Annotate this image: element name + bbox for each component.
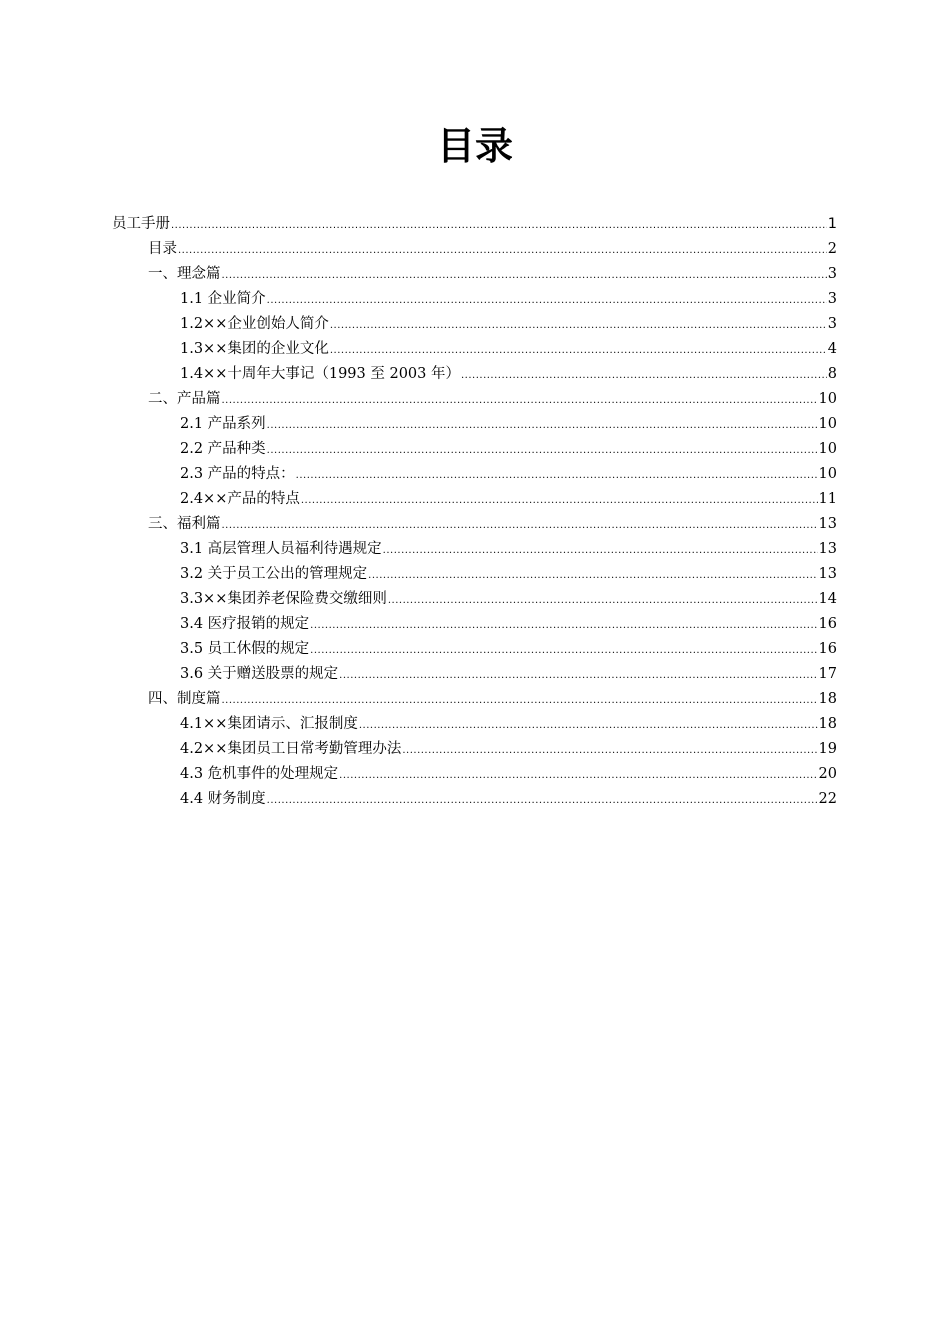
toc-entry[interactable] — [112, 637, 837, 662]
toc-entry[interactable] — [112, 712, 837, 737]
toc-dot-leader — [388, 588, 818, 613]
toc-entry[interactable] — [112, 487, 837, 512]
toc-entry-page-number: 10 — [818, 466, 837, 482]
toc-entry[interactable] — [112, 562, 837, 587]
toc-entry-label: 3.3××集团养老保险费交缴细则 — [180, 591, 387, 607]
toc-entry-page-number: 4 — [827, 341, 837, 357]
toc-entry[interactable] — [112, 212, 837, 237]
toc-entry-page-number: 3 — [827, 291, 837, 307]
toc-entry-label: 一、理念篇 — [148, 266, 221, 282]
toc-entry[interactable] — [112, 787, 837, 812]
toc-dot-leader — [368, 563, 817, 588]
toc-entry-page-number: 20 — [818, 766, 837, 782]
toc-dot-leader — [330, 313, 827, 338]
toc-entry[interactable] — [112, 462, 837, 487]
toc-dot-leader — [339, 663, 817, 688]
toc-dot-leader — [383, 538, 818, 563]
toc-entry-page-number: 3 — [827, 316, 837, 332]
toc-entry[interactable] — [112, 412, 837, 437]
toc-dot-leader — [461, 363, 827, 388]
toc-dot-leader — [310, 613, 817, 638]
toc-dot-leader — [402, 738, 817, 763]
toc-entry[interactable] — [112, 737, 837, 762]
toc-entry-label: 4.2××集团员工日常考勤管理办法 — [180, 741, 402, 757]
toc-dot-leader — [310, 638, 817, 663]
page-title: 目录 — [436, 124, 513, 168]
toc-entry-label: 2.1 产品系列 — [180, 416, 266, 432]
toc-entry[interactable] — [112, 537, 837, 562]
toc-entry-page-number: 10 — [818, 416, 837, 432]
toc-entry-page-number: 10 — [818, 441, 837, 457]
toc-dot-leader — [267, 788, 818, 813]
toc-entry-label: 4.3 危机事件的处理规定 — [180, 766, 339, 782]
toc-dot-leader — [222, 388, 818, 413]
toc-entry-label: 3.6 关于赠送股票的规定 — [180, 666, 339, 682]
toc-dot-leader — [171, 213, 827, 238]
toc-dot-leader — [296, 463, 818, 488]
toc-entry-page-number: 13 — [818, 516, 837, 532]
toc-entry[interactable] — [112, 312, 837, 337]
toc-entry[interactable] — [112, 337, 837, 362]
toc-entry-label: 4.4 财务制度 — [180, 791, 266, 807]
toc-entry[interactable] — [112, 287, 837, 312]
toc-entry-label: 2.3 产品的特点： — [180, 466, 295, 482]
toc-entry-label: 1.2××企业创始人简介 — [180, 316, 329, 332]
toc-entry-label: 三、福利篇 — [148, 516, 221, 532]
toc-entry[interactable] — [112, 262, 837, 287]
toc-dot-leader — [222, 263, 827, 288]
toc-entry[interactable] — [112, 512, 837, 537]
toc-dot-leader — [330, 338, 827, 363]
toc-entry-label: 1.3××集团的企业文化 — [180, 341, 329, 357]
toc-entry-label: 1.4××十周年大事记（1993 至 2003 年） — [180, 366, 460, 382]
toc-entry-page-number: 11 — [818, 491, 837, 507]
toc-entry[interactable] — [112, 387, 837, 412]
toc-entry[interactable] — [112, 362, 837, 387]
toc-entry-page-number: 18 — [818, 716, 837, 732]
toc-entry-page-number: 8 — [827, 366, 837, 382]
toc-entry[interactable] — [112, 762, 837, 787]
toc-dot-leader — [178, 238, 827, 263]
toc-entry[interactable] — [112, 437, 837, 462]
toc-entry-page-number: 2 — [827, 241, 837, 257]
toc-dot-leader — [339, 763, 817, 788]
toc-entry-page-number: 16 — [818, 616, 837, 632]
toc-dot-leader — [359, 713, 818, 738]
toc-entry-page-number: 1 — [827, 216, 837, 232]
toc-entry-label: 1.1 企业简介 — [180, 291, 266, 307]
toc-dot-leader — [222, 513, 818, 538]
toc-entry-label: 4.1××集团请示、汇报制度 — [180, 716, 358, 732]
toc-entry-page-number: 17 — [818, 666, 837, 682]
toc-dot-leader — [222, 688, 818, 713]
toc-entry[interactable] — [112, 237, 837, 262]
toc-entry-page-number: 13 — [818, 541, 837, 557]
toc-entry-label: 员工手册 — [112, 216, 170, 232]
toc-dot-leader — [267, 438, 818, 463]
toc-entry-page-number: 14 — [818, 591, 837, 607]
toc-entry-label: 3.1 高层管理人员福利待遇规定 — [180, 541, 382, 557]
toc-entry-label: 目录 — [148, 241, 177, 257]
toc-entry-label: 3.2 关于员工公出的管理规定 — [180, 566, 368, 582]
toc-entry[interactable] — [112, 662, 837, 687]
toc-entry-label: 3.5 员工休假的规定 — [180, 641, 310, 657]
toc-entry-page-number: 22 — [818, 791, 837, 807]
toc-entry-page-number: 18 — [818, 691, 837, 707]
toc-entry-page-number: 13 — [818, 566, 837, 582]
toc-entry[interactable] — [112, 687, 837, 712]
toc-entry-label: 2.2 产品种类 — [180, 441, 266, 457]
toc-entry[interactable] — [112, 612, 837, 637]
toc-entry-page-number: 10 — [818, 391, 837, 407]
toc-entry-page-number: 16 — [818, 641, 837, 657]
toc-entry-page-number: 3 — [827, 266, 837, 282]
table-of-contents — [112, 212, 837, 812]
toc-entry[interactable] — [112, 587, 837, 612]
toc-dot-leader — [267, 288, 827, 313]
toc-dot-leader — [267, 413, 818, 438]
toc-dot-leader — [301, 488, 818, 513]
toc-entry-page-number: 19 — [818, 741, 837, 757]
toc-entry-label: 2.4××产品的特点 — [180, 491, 300, 507]
toc-entry-label: 二、产品篇 — [148, 391, 221, 407]
toc-entry-label: 3.4 医疗报销的规定 — [180, 616, 310, 632]
toc-entry-label: 四、制度篇 — [148, 691, 221, 707]
